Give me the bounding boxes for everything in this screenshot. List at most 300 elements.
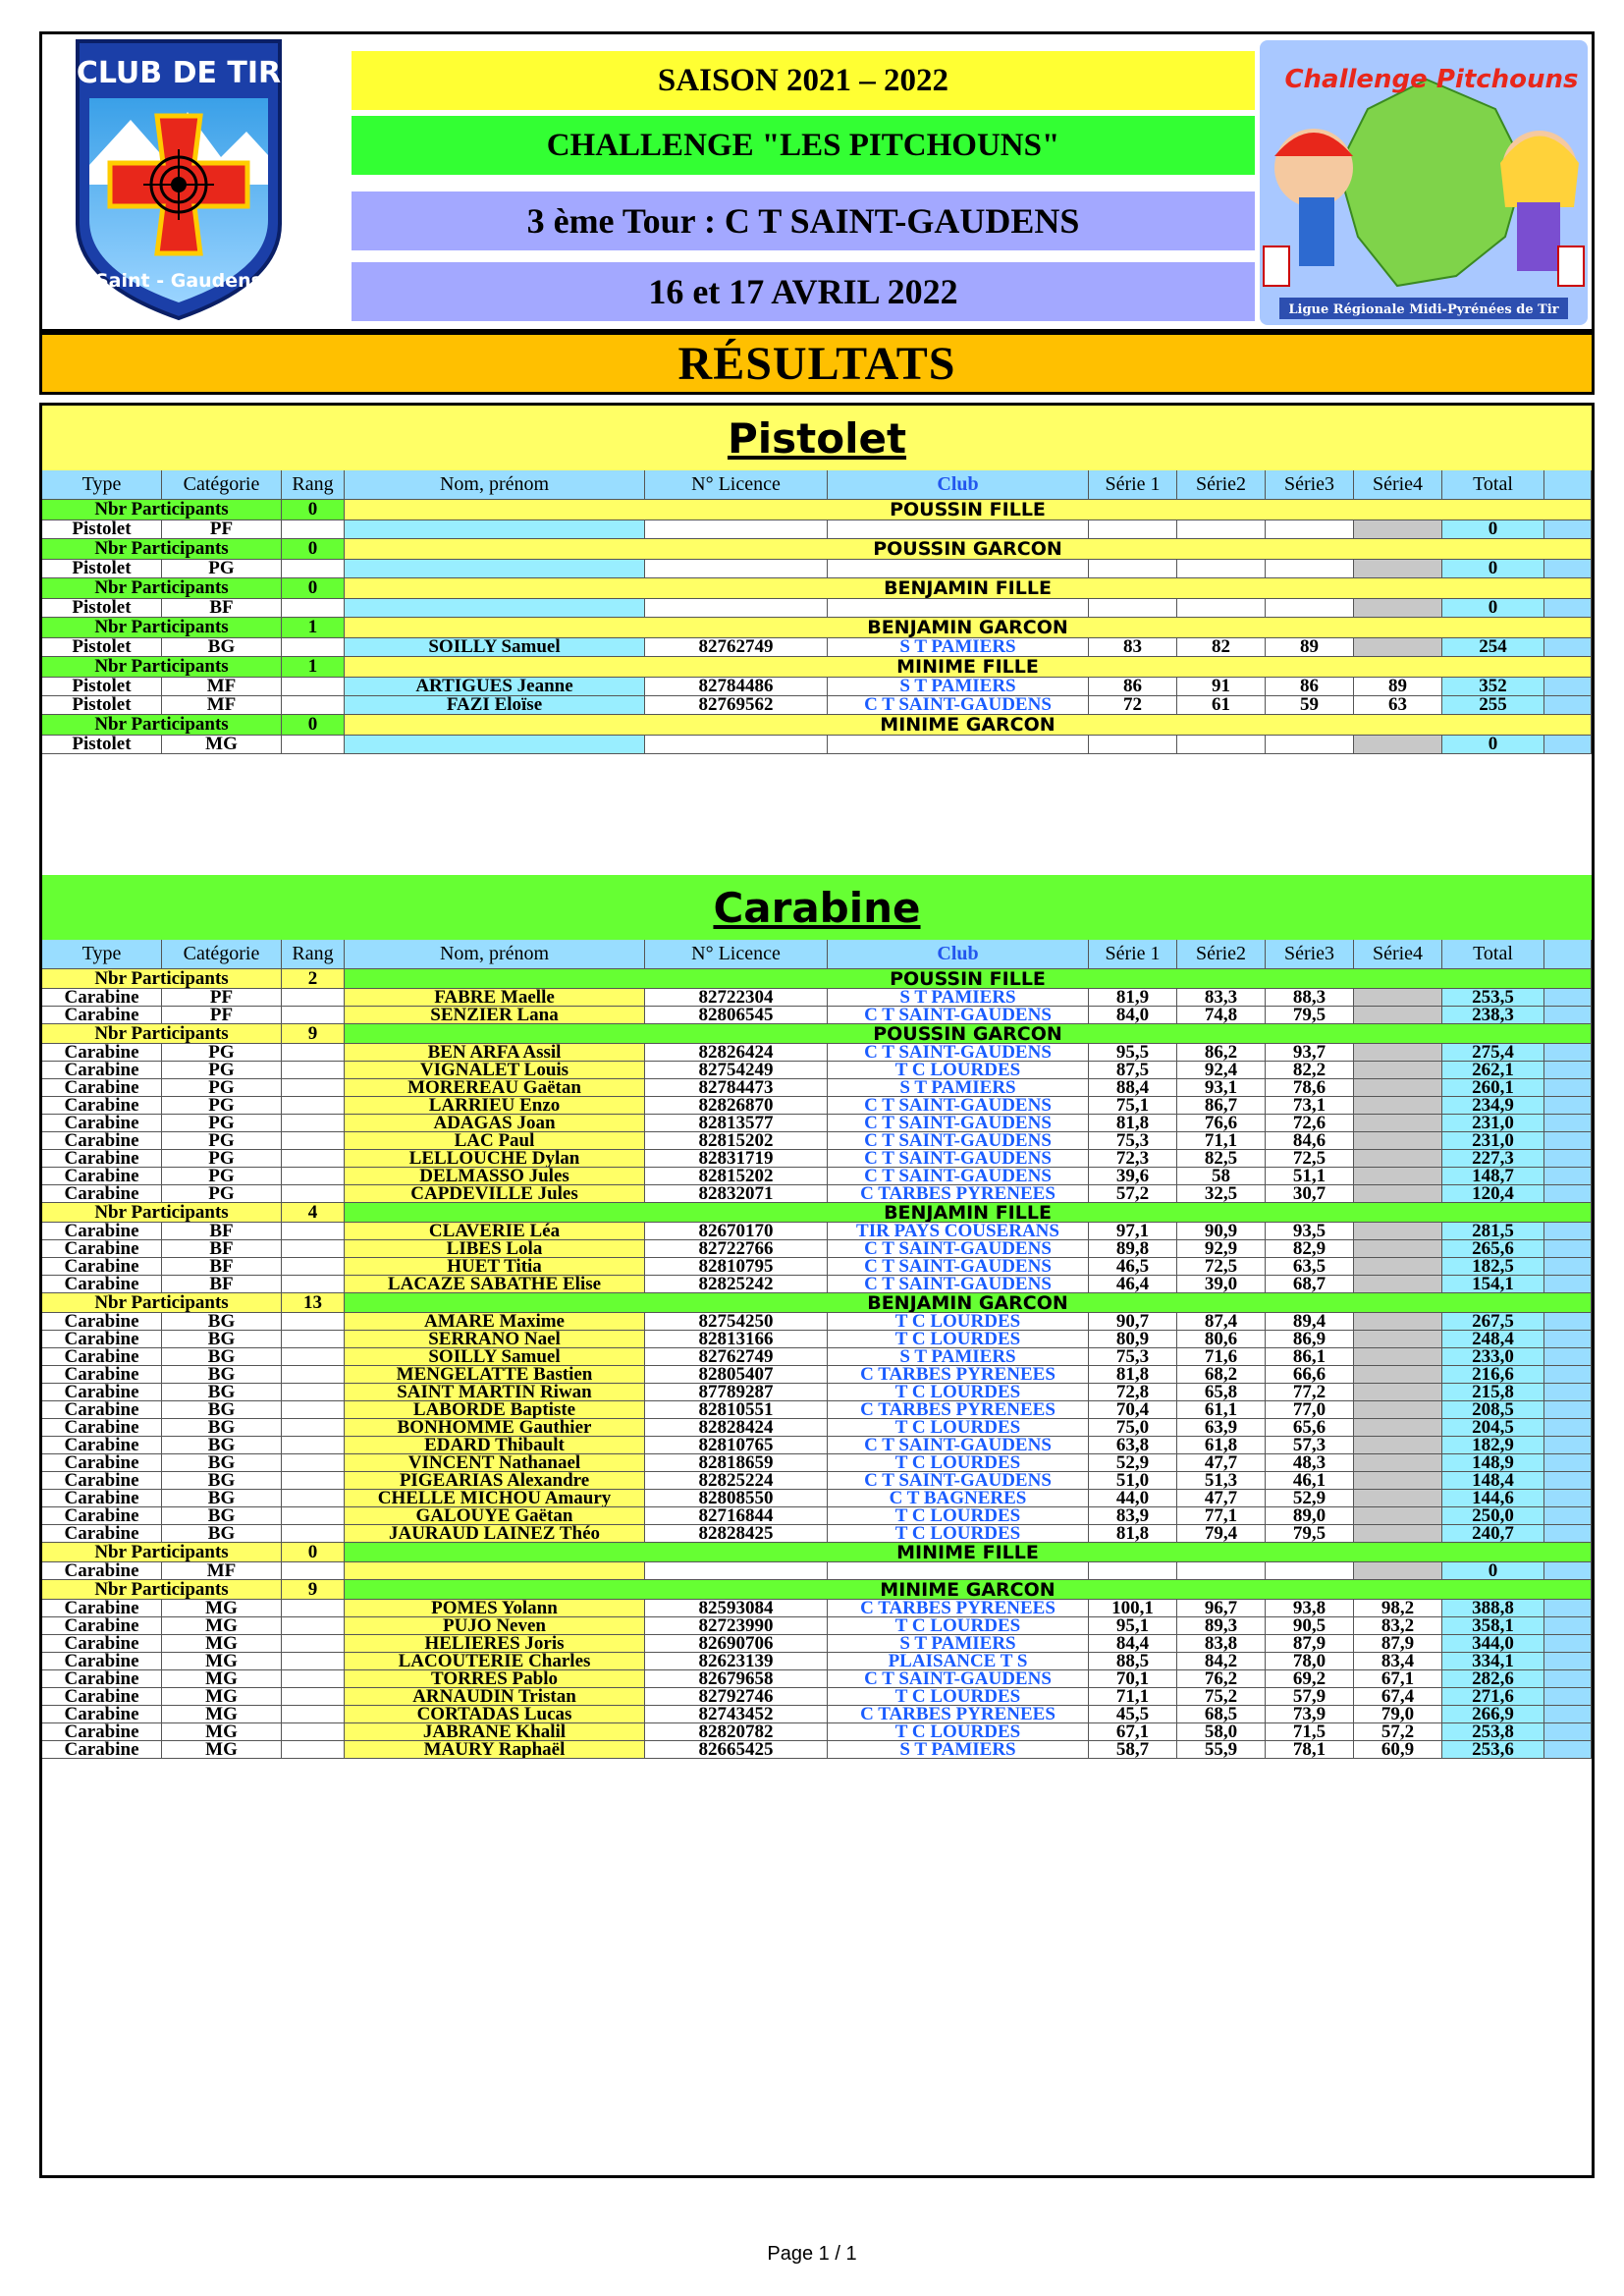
result-s4	[1354, 1132, 1442, 1150]
result-club: S T PAMIERS	[828, 638, 1089, 657]
result-s2: 58	[1177, 1168, 1266, 1185]
result-rang	[282, 1723, 345, 1741]
result-s2: 82,5	[1177, 1150, 1266, 1168]
result-name	[345, 560, 645, 578]
result-s2: 92,4	[1177, 1062, 1266, 1079]
result-s4	[1354, 1168, 1442, 1185]
column-header-name: Nom, prénom	[345, 940, 645, 969]
result-end	[1544, 696, 1592, 715]
column-header-s3: Série3	[1266, 470, 1354, 500]
result-row	[42, 1401, 1592, 1419]
result-s1: 46,5	[1089, 1258, 1177, 1276]
result-type: Carabine	[42, 1007, 162, 1024]
result-cat: MG	[162, 1635, 282, 1653]
participants-count: 9	[282, 1580, 345, 1600]
category-label: POUSSIN GARCON	[345, 539, 1592, 560]
club-logo-top-text: CLUB DE TIR	[76, 56, 282, 90]
result-type: Carabine	[42, 1653, 162, 1670]
result-type: Pistolet	[42, 696, 162, 715]
result-s1: 70,4	[1089, 1401, 1177, 1419]
result-lic: 82665425	[645, 1741, 828, 1759]
result-club: S T PAMIERS	[828, 1635, 1089, 1653]
result-s2: 71,1	[1177, 1132, 1266, 1150]
result-name: JABRANE Khalil	[345, 1723, 645, 1741]
result-end	[1544, 1670, 1592, 1688]
result-s4	[1354, 1150, 1442, 1168]
result-end	[1544, 1168, 1592, 1185]
result-club: T C LOURDES	[828, 1454, 1089, 1472]
result-end	[1544, 1223, 1592, 1240]
result-lic: 82810551	[645, 1401, 828, 1419]
result-s1: 45,5	[1089, 1706, 1177, 1723]
result-total: 267,5	[1442, 1313, 1544, 1331]
result-s3: 93,5	[1266, 1223, 1354, 1240]
result-end	[1544, 1313, 1592, 1331]
result-club: C T SAINT-GAUDENS	[828, 1044, 1089, 1062]
result-end	[1544, 1097, 1592, 1115]
result-s2: 76,2	[1177, 1670, 1266, 1688]
result-lic: 82784486	[645, 678, 828, 696]
result-s3	[1266, 736, 1354, 754]
result-s4	[1354, 989, 1442, 1007]
result-cat: PG	[162, 1062, 282, 1079]
result-club: T C LOURDES	[828, 1617, 1089, 1635]
result-rang	[282, 1384, 345, 1401]
result-end	[1544, 1185, 1592, 1203]
result-s3: 82,2	[1266, 1062, 1354, 1079]
participants-label: Nbr Participants	[42, 1543, 282, 1562]
result-total: 248,4	[1442, 1331, 1544, 1348]
result-cat: PG	[162, 1150, 282, 1168]
result-type: Carabine	[42, 1223, 162, 1240]
result-s2: 47,7	[1177, 1454, 1266, 1472]
result-s3: 79,5	[1266, 1007, 1354, 1024]
result-rang	[282, 1097, 345, 1115]
result-total: 0	[1442, 520, 1544, 539]
result-type: Carabine	[42, 1401, 162, 1419]
result-s4	[1354, 1562, 1442, 1580]
result-s4	[1354, 1185, 1442, 1203]
result-s2: 80,6	[1177, 1331, 1266, 1348]
result-s3: 72,5	[1266, 1150, 1354, 1168]
result-total: 216,6	[1442, 1366, 1544, 1384]
result-s4	[1354, 1419, 1442, 1437]
result-row	[42, 1525, 1592, 1543]
result-name: BEN ARFA Assil	[345, 1044, 645, 1062]
result-rang	[282, 1635, 345, 1653]
result-s2: 47,7	[1177, 1490, 1266, 1507]
result-cat: BG	[162, 1313, 282, 1331]
result-total: 260,1	[1442, 1079, 1544, 1097]
result-s1: 75,3	[1089, 1348, 1177, 1366]
result-club	[828, 520, 1089, 539]
result-end	[1544, 678, 1592, 696]
result-lic: 82722766	[645, 1240, 828, 1258]
result-type: Carabine	[42, 1079, 162, 1097]
result-s1: 95,1	[1089, 1617, 1177, 1635]
result-club	[828, 1562, 1089, 1580]
result-cat: BG	[162, 1525, 282, 1543]
result-cat: BF	[162, 1258, 282, 1276]
result-row	[42, 1562, 1592, 1580]
result-row	[42, 1348, 1592, 1366]
result-total: 253,8	[1442, 1723, 1544, 1741]
result-name: CORTADAS Lucas	[345, 1706, 645, 1723]
column-header-end	[1544, 470, 1592, 500]
result-name: LELLOUCHE Dylan	[345, 1150, 645, 1168]
result-type: Carabine	[42, 1331, 162, 1348]
result-name: SAINT MARTIN Riwan	[345, 1384, 645, 1401]
result-end	[1544, 1562, 1592, 1580]
column-header-s4: Série4	[1354, 940, 1442, 969]
participants-label: Nbr Participants	[42, 539, 282, 560]
date-band: 16 et 17 AVRIL 2022	[352, 262, 1255, 321]
result-lic: 82679658	[645, 1670, 828, 1688]
result-rang	[282, 1437, 345, 1454]
column-header-club: Club	[828, 470, 1089, 500]
result-lic	[645, 736, 828, 754]
result-s4: 63	[1354, 696, 1442, 715]
result-s2: 55,9	[1177, 1741, 1266, 1759]
result-cat: PG	[162, 1168, 282, 1185]
result-rang	[282, 1348, 345, 1366]
column-header-rang: Rang	[282, 470, 345, 500]
result-s3: 79,5	[1266, 1525, 1354, 1543]
result-end	[1544, 989, 1592, 1007]
result-s2: 68,2	[1177, 1366, 1266, 1384]
result-s4: 98,2	[1354, 1600, 1442, 1617]
result-end	[1544, 1653, 1592, 1670]
result-club: C T SAINT-GAUDENS	[828, 1276, 1089, 1293]
result-cat: BG	[162, 1454, 282, 1472]
result-cat: MF	[162, 696, 282, 715]
result-rang	[282, 1115, 345, 1132]
result-end	[1544, 1331, 1592, 1348]
participants-label: Nbr Participants	[42, 578, 282, 599]
result-type: Pistolet	[42, 599, 162, 618]
result-cat: MG	[162, 1723, 282, 1741]
result-row	[42, 1617, 1592, 1635]
result-type: Carabine	[42, 1600, 162, 1617]
result-lic: 82810795	[645, 1258, 828, 1276]
result-s4	[1354, 1490, 1442, 1507]
column-header-s3: Série3	[1266, 940, 1354, 969]
result-name: LACOUTERIE Charles	[345, 1653, 645, 1670]
result-row	[42, 696, 1592, 715]
result-type: Carabine	[42, 1097, 162, 1115]
result-rang	[282, 1454, 345, 1472]
result-club: T C LOURDES	[828, 1688, 1089, 1706]
result-row	[42, 678, 1592, 696]
result-s2	[1177, 520, 1266, 539]
result-cat: BG	[162, 1472, 282, 1490]
result-type: Carabine	[42, 1168, 162, 1185]
column-header-total: Total	[1442, 940, 1544, 969]
result-club: T C LOURDES	[828, 1507, 1089, 1525]
result-club: T C LOURDES	[828, 1525, 1089, 1543]
result-club: S T PAMIERS	[828, 1741, 1089, 1759]
result-total: 231,0	[1442, 1132, 1544, 1150]
result-cat: PF	[162, 520, 282, 539]
result-s4	[1354, 1079, 1442, 1097]
result-s3	[1266, 1562, 1354, 1580]
result-total: 0	[1442, 599, 1544, 618]
result-s4	[1354, 1258, 1442, 1276]
result-row	[42, 1240, 1592, 1258]
result-total: 0	[1442, 736, 1544, 754]
result-name: ARTIGUES Jeanne	[345, 678, 645, 696]
result-row	[42, 1276, 1592, 1293]
result-end	[1544, 599, 1592, 618]
result-type: Carabine	[42, 1240, 162, 1258]
result-type: Carabine	[42, 1437, 162, 1454]
result-row	[42, 1223, 1592, 1240]
result-lic: 82810765	[645, 1437, 828, 1454]
result-name	[345, 599, 645, 618]
result-club: TIR PAYS COUSERANS	[828, 1223, 1089, 1240]
result-s4: 83,2	[1354, 1617, 1442, 1635]
result-lic: 82690706	[645, 1635, 828, 1653]
category-row	[42, 1203, 1592, 1223]
participants-label: Nbr Participants	[42, 618, 282, 638]
result-s3: 86,1	[1266, 1348, 1354, 1366]
result-s2: 71,6	[1177, 1348, 1266, 1366]
result-end	[1544, 1276, 1592, 1293]
result-name: MENGELATTE Bastien	[345, 1366, 645, 1384]
column-header-club: Club	[828, 940, 1089, 969]
result-cat: MG	[162, 1670, 282, 1688]
result-type: Carabine	[42, 1723, 162, 1741]
result-s1: 88,4	[1089, 1079, 1177, 1097]
result-name: ADAGAS Joan	[345, 1115, 645, 1132]
result-type: Carabine	[42, 1419, 162, 1437]
result-lic	[645, 1562, 828, 1580]
category-label: MINIME GARCON	[345, 1580, 1592, 1600]
result-rang	[282, 1132, 345, 1150]
result-end	[1544, 1472, 1592, 1490]
result-s3: 88,3	[1266, 989, 1354, 1007]
result-end	[1544, 1525, 1592, 1543]
result-s3: 77,2	[1266, 1384, 1354, 1401]
result-name: POMES Yolann	[345, 1600, 645, 1617]
result-type: Carabine	[42, 1741, 162, 1759]
result-type: Carabine	[42, 1366, 162, 1384]
result-club: PLAISANCE T S	[828, 1653, 1089, 1670]
result-end	[1544, 1062, 1592, 1079]
category-label: POUSSIN GARCON	[345, 1024, 1592, 1044]
result-total: 233,0	[1442, 1348, 1544, 1366]
result-rang	[282, 1044, 345, 1062]
result-club: T C LOURDES	[828, 1384, 1089, 1401]
column-header-total: Total	[1442, 470, 1544, 500]
category-row	[42, 500, 1592, 520]
challenge-band: CHALLENGE "LES PITCHOUNS"	[352, 116, 1255, 175]
result-total: 334,1	[1442, 1653, 1544, 1670]
category-label: BENJAMIN GARCON	[345, 1293, 1592, 1313]
result-total: 154,1	[1442, 1276, 1544, 1293]
result-rang	[282, 1062, 345, 1079]
result-cat: BF	[162, 599, 282, 618]
result-s1: 81,8	[1089, 1366, 1177, 1384]
result-s4	[1354, 1223, 1442, 1240]
result-rang	[282, 1490, 345, 1507]
column-header-row	[42, 940, 1592, 969]
result-s2: 61,8	[1177, 1437, 1266, 1454]
result-rang	[282, 1185, 345, 1203]
result-lic: 82623139	[645, 1653, 828, 1670]
result-total: 271,6	[1442, 1688, 1544, 1706]
result-lic: 82805407	[645, 1366, 828, 1384]
result-total: 388,8	[1442, 1600, 1544, 1617]
result-s4	[1354, 736, 1442, 754]
result-end	[1544, 1600, 1592, 1617]
result-total: 0	[1442, 1562, 1544, 1580]
result-end	[1544, 1150, 1592, 1168]
result-cat: MG	[162, 736, 282, 754]
result-club: C T SAINT-GAUDENS	[828, 696, 1089, 715]
result-rang	[282, 599, 345, 618]
result-row	[42, 1419, 1592, 1437]
result-cat: PF	[162, 1007, 282, 1024]
result-lic: 82723990	[645, 1617, 828, 1635]
result-name: PUJO Neven	[345, 1617, 645, 1635]
result-cat: PG	[162, 1132, 282, 1150]
participants-count: 9	[282, 1024, 345, 1044]
result-total: 240,7	[1442, 1525, 1544, 1543]
result-s4	[1354, 1007, 1442, 1024]
result-end	[1544, 1419, 1592, 1437]
result-name: CAPDEVILLE Jules	[345, 1185, 645, 1203]
result-type: Carabine	[42, 1706, 162, 1723]
result-row	[42, 989, 1592, 1007]
result-s4	[1354, 1507, 1442, 1525]
result-s3: 68,7	[1266, 1276, 1354, 1293]
result-lic: 82828425	[645, 1525, 828, 1543]
result-type: Carabine	[42, 1454, 162, 1472]
result-s2: 39,0	[1177, 1276, 1266, 1293]
result-s1: 87,5	[1089, 1062, 1177, 1079]
result-club: C TARBES PYRENEES	[828, 1600, 1089, 1617]
category-label: POUSSIN FILLE	[345, 969, 1592, 989]
result-type: Carabine	[42, 1044, 162, 1062]
result-s2: 93,1	[1177, 1079, 1266, 1097]
result-rang	[282, 989, 345, 1007]
result-rang	[282, 736, 345, 754]
result-name	[345, 736, 645, 754]
result-end	[1544, 1507, 1592, 1525]
result-type: Carabine	[42, 1617, 162, 1635]
result-s1: 72,3	[1089, 1150, 1177, 1168]
result-total: 358,1	[1442, 1617, 1544, 1635]
result-total: 215,8	[1442, 1384, 1544, 1401]
result-rang	[282, 1366, 345, 1384]
result-club: C T SAINT-GAUDENS	[828, 1258, 1089, 1276]
participants-label: Nbr Participants	[42, 1024, 282, 1044]
result-rang	[282, 1313, 345, 1331]
result-s1: 72	[1089, 696, 1177, 715]
result-end	[1544, 1007, 1592, 1024]
result-s1: 89,8	[1089, 1240, 1177, 1258]
result-s3	[1266, 520, 1354, 539]
result-rang	[282, 1150, 345, 1168]
result-cat: MG	[162, 1600, 282, 1617]
result-s2: 72,5	[1177, 1258, 1266, 1276]
category-row	[42, 1543, 1592, 1562]
result-s1: 63,8	[1089, 1437, 1177, 1454]
result-s3: 48,3	[1266, 1454, 1354, 1472]
result-rang	[282, 696, 345, 715]
result-s3: 63,5	[1266, 1258, 1354, 1276]
result-lic	[645, 599, 828, 618]
result-club	[828, 599, 1089, 618]
result-name: JAURAUD LAINEZ Théo	[345, 1525, 645, 1543]
result-rang	[282, 1079, 345, 1097]
result-end	[1544, 1723, 1592, 1741]
result-s2: 65,8	[1177, 1384, 1266, 1401]
result-lic: 82828424	[645, 1419, 828, 1437]
result-rang	[282, 1258, 345, 1276]
result-type: Carabine	[42, 1258, 162, 1276]
column-header-lic: N° Licence	[645, 940, 828, 969]
result-s4: 79,0	[1354, 1706, 1442, 1723]
result-name: VINCENT Nathanael	[345, 1454, 645, 1472]
result-s3: 89,0	[1266, 1507, 1354, 1525]
result-s3: 71,5	[1266, 1723, 1354, 1741]
result-club: T C LOURDES	[828, 1331, 1089, 1348]
result-club: C T SAINT-GAUDENS	[828, 1437, 1089, 1454]
result-club	[828, 560, 1089, 578]
result-name	[345, 520, 645, 539]
result-club: S T PAMIERS	[828, 678, 1089, 696]
result-s2: 83,3	[1177, 989, 1266, 1007]
participants-count: 13	[282, 1293, 345, 1313]
result-row	[42, 1185, 1592, 1203]
result-s4	[1354, 1115, 1442, 1132]
result-club: C TARBES PYRENEES	[828, 1366, 1089, 1384]
result-lic: 82806545	[645, 1007, 828, 1024]
column-header-type: Type	[42, 470, 162, 500]
result-type: Carabine	[42, 1688, 162, 1706]
result-row	[42, 1437, 1592, 1454]
result-s2: 76,6	[1177, 1115, 1266, 1132]
result-club: C T SAINT-GAUDENS	[828, 1132, 1089, 1150]
result-s4	[1354, 560, 1442, 578]
result-name: SENZIER Lana	[345, 1007, 645, 1024]
result-cat: BF	[162, 1240, 282, 1258]
participants-count: 2	[282, 969, 345, 989]
result-type: Carabine	[42, 1150, 162, 1168]
result-lic: 82762749	[645, 638, 828, 657]
page-number: Page 1 / 1	[767, 2243, 857, 2265]
column-header-s2: Série2	[1177, 470, 1266, 500]
result-cat: BG	[162, 1437, 282, 1454]
result-cat: BF	[162, 1223, 282, 1240]
club-logo-bottom-text: Saint - Gaudens	[94, 270, 263, 292]
result-s2: 79,4	[1177, 1525, 1266, 1543]
result-row	[42, 1653, 1592, 1670]
result-club: C T SAINT-GAUDENS	[828, 1670, 1089, 1688]
result-total: 262,1	[1442, 1062, 1544, 1079]
result-rang	[282, 1507, 345, 1525]
result-s2	[1177, 599, 1266, 618]
participants-count: 4	[282, 1203, 345, 1223]
column-header-rang: Rang	[282, 940, 345, 969]
result-lic: 82813577	[645, 1115, 828, 1132]
result-type: Carabine	[42, 1507, 162, 1525]
result-s4	[1354, 1454, 1442, 1472]
result-s2: 74,8	[1177, 1007, 1266, 1024]
participants-label: Nbr Participants	[42, 657, 282, 678]
